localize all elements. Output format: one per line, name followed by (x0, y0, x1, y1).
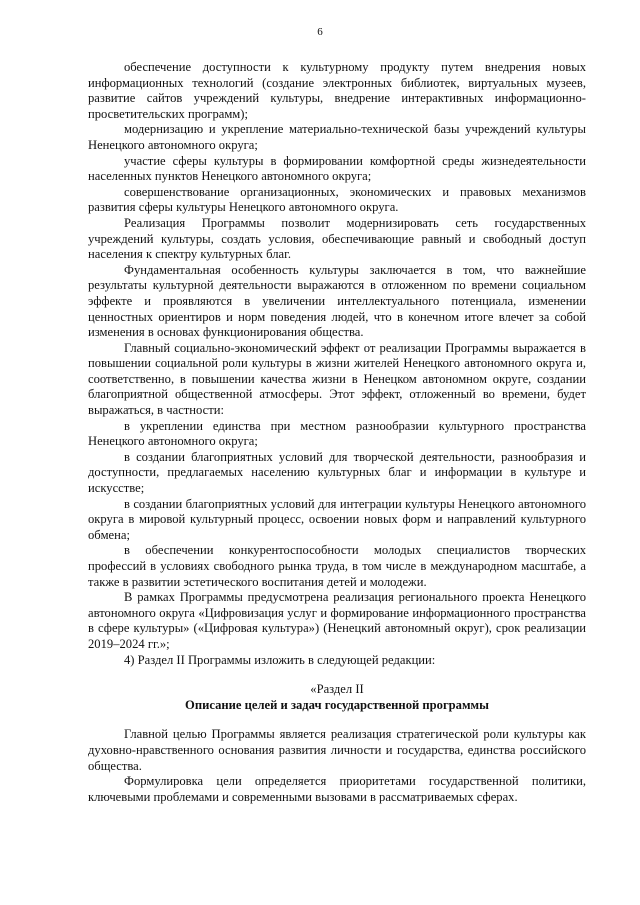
paragraph-goal-formulation: Формулировка цели определяется приоритетами государственной политики, ключевыми проблемами и современными вызовами в рассматриваемых сферах. (88, 774, 586, 804)
paragraph-improvement: совершенствование организационных, экономических и правовых механизмов развития сферы культуры Ненецкого автономного округа. (88, 184, 586, 215)
paragraph-modernization: модернизацию и укрепление материально-технической базы учреждений культуры Ненецкого автономного округа; (88, 122, 586, 152)
section-title: Описание целей и задач государственной программы (185, 697, 489, 712)
paragraph-main-effect: Главный социально-экономический эффект от реализации Программы выражается в повышении социальной роли культуры в жизни жителей Ненецкого автономного округа и, соответственно, в повышении качества жизни в Ненецком автономном округе, создании благоприятной общественной атмосферы. Этот эффект, отложенный во времени, будет выражаться, в частности: (88, 340, 586, 418)
paragraph-accessibility: обеспечение доступности к культурному продукту путем внедрения новых информационных технологий (создание электронных библиотек, виртуальных музеев, развитие сайтов учреждений культуры, внедрение интерактивных информационно-просветительских программ); (88, 60, 586, 121)
paragraph-regional-project: В рамках Программы предусмотрена реализация регионального проекта Ненецкого автономного округа «Цифровизация услуг и формирование информационного пространства в сфере культуры» («Цифровая культура») (Ненецкий автономный округ), срок реализации 2019–2024 гг.»; (88, 590, 586, 651)
section-label: «Раздел II (310, 682, 364, 697)
paragraph-unity: в укреплении единства при местном разнообразии культурного пространства Ненецкого автономного округа; (88, 418, 586, 449)
paragraph-competitiveness: в обеспечении конкурентоспособности молодых специалистов творческих профессий в условиях свободного рынка труда, в том числе в международном масштабе, а также в развитии эстетического воспитания детей и молодежи. (88, 543, 586, 589)
paragraph-fundamental-feature: Фундаментальная особенность культуры заключается в том, что важнейшие результаты культурной деятельности выражаются в отложенном по времени социальном эффекте и проявляются в увеличении интеллектуального потенциала, изменении ценностных ориентиров и норм поведения людей, что в конечном итоге влечет за собой изменения в основах функционирования общества. (88, 262, 586, 340)
paragraph-participation: участие сферы культуры в формировании комфортной среды жизнедеятельности населенных пунктов Ненецкого автономного округа; (88, 153, 586, 184)
section-spacer-2 (88, 713, 586, 727)
page-number: 6 (317, 26, 323, 38)
paragraph-creative-conditions: в создании благоприятных условий для творческой деятельности, разнообразия и доступности, предлагаемых населению культурных благ и информации в культуре и искусстве; (88, 449, 586, 496)
paragraph-integration: в создании благоприятных условий для интеграции культуры Ненецкого автономного округа в мировой культурный процесс, освоении новых форм и направлений культурного обмена; (88, 496, 586, 542)
paragraph-section-amendment: 4) Раздел II Программы изложить в следующей редакции: (124, 652, 436, 667)
paragraph-program-implementation: Реализация Программы позволит модернизировать сеть государственных учреждений культуры, создать условия, обеспечивающие равный и свободный доступ населения к спектру культурных благ. (88, 215, 586, 262)
paragraph-main-goal: Главной целью Программы является реализация стратегической роли культуры как духовно-нравственного основания развития личности и государства, единства российского общества. (88, 727, 586, 773)
section-spacer (88, 668, 586, 682)
